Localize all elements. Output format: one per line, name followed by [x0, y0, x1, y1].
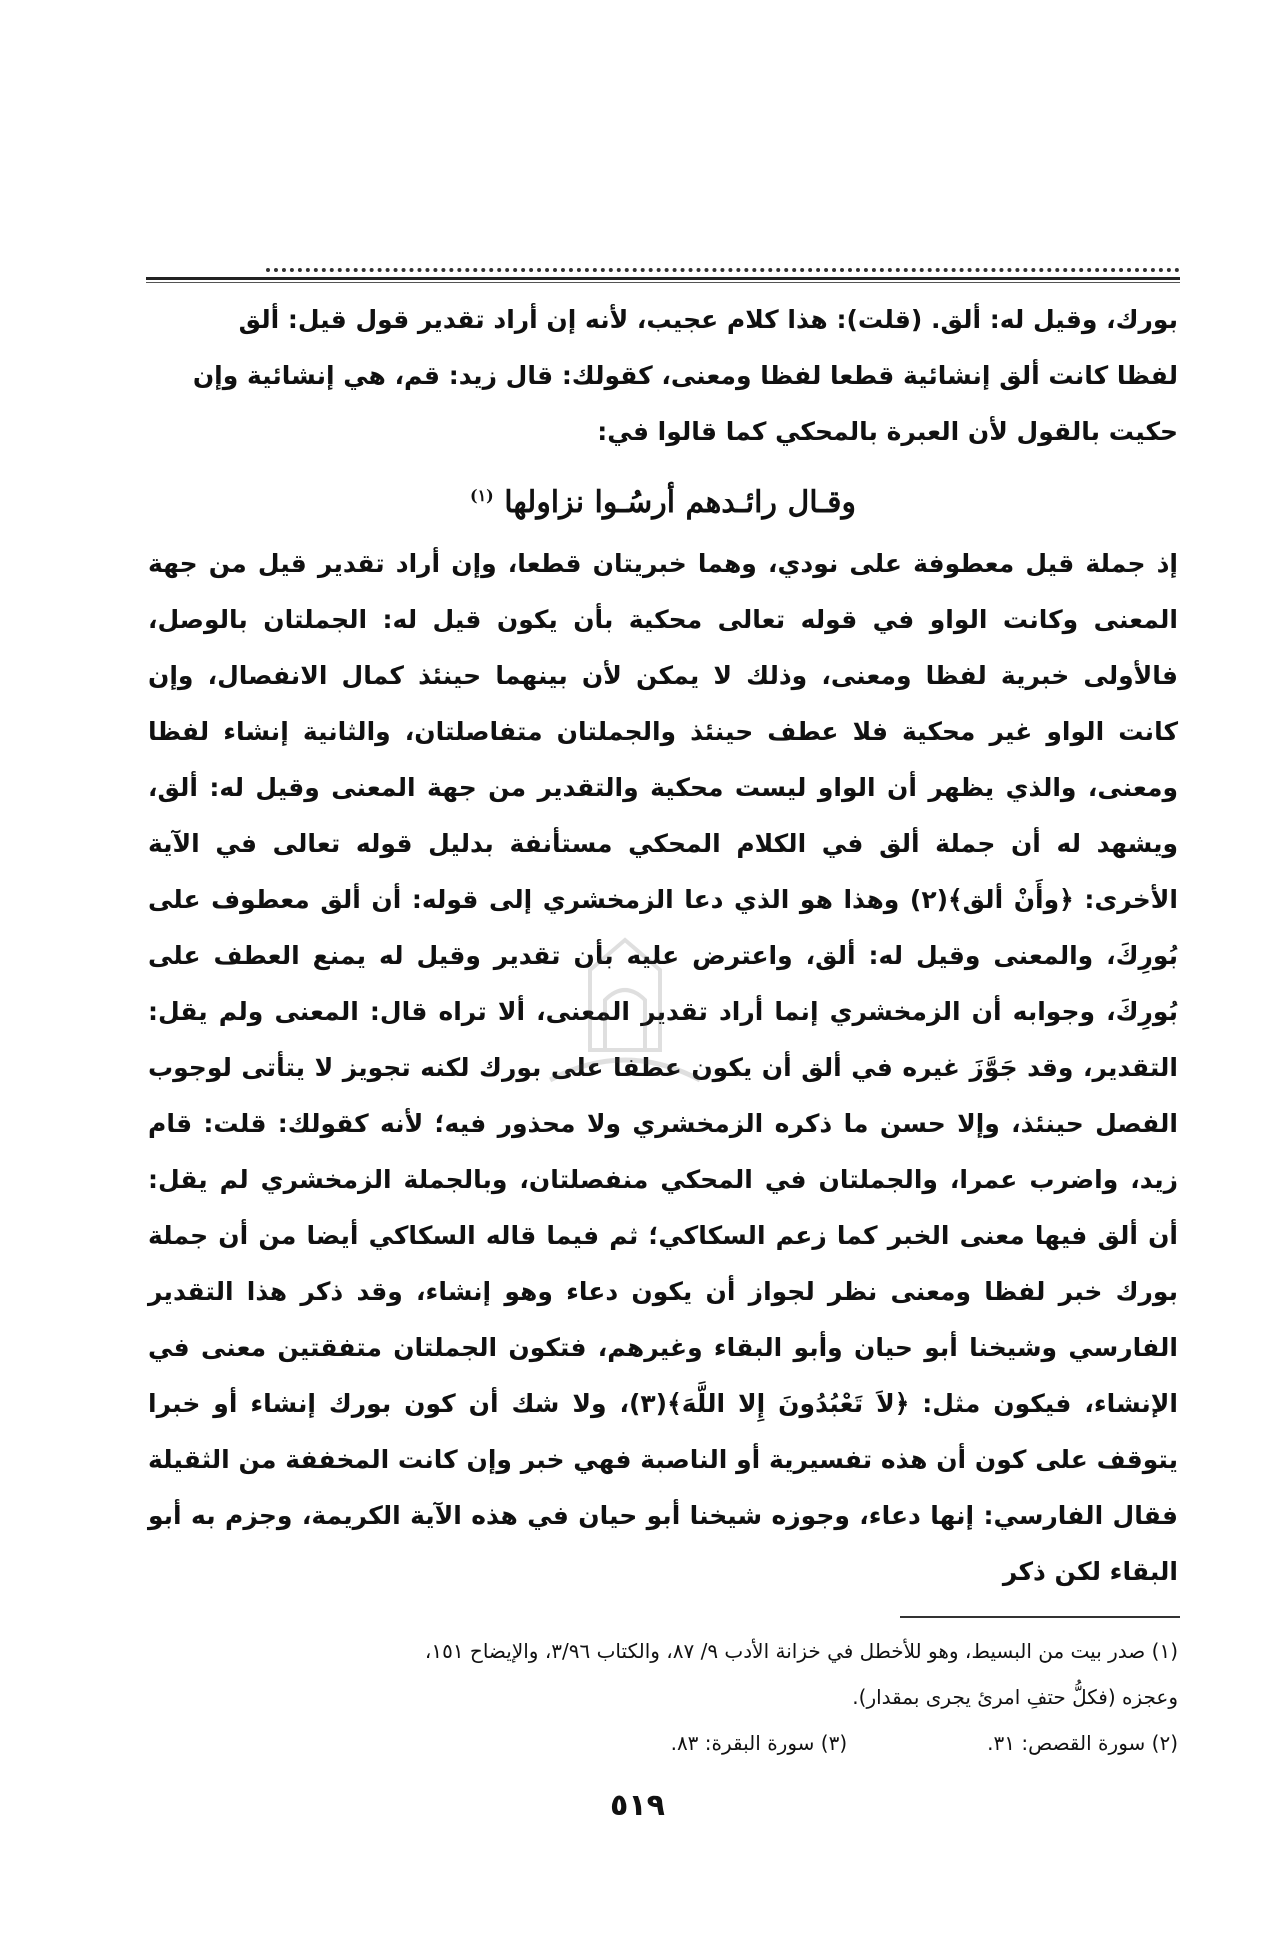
- footnote-3: (٣) سورة البقرة: ٨٣.: [670, 1731, 848, 1755]
- footnotes: [148, 1628, 1178, 1766]
- verse-text: وقـال رائـدهم أرسُـوا نزاولها: [504, 485, 856, 520]
- thin-rule: [146, 282, 1180, 283]
- library-seal-watermark: [520, 930, 730, 1100]
- footnote-2: (٢) سورة القصص: ٣١.: [987, 1731, 1178, 1755]
- footnote-separator: [900, 1616, 1180, 1618]
- header-rule: [146, 268, 1180, 282]
- dotted-rule: [266, 268, 1180, 276]
- footnote-1-continuation: وعجزه (فكلُّ حتفِ امرئ يجرى بمقدار).: [852, 1685, 1178, 1709]
- thick-rule: [146, 277, 1180, 280]
- poetry-verse: [148, 468, 1178, 531]
- body-line-2: لفظا كانت ألق إنشائية قطعا لفظا ومعنى، كقولك: قال زيد: قم، هي إنشائية وإن: [192, 361, 1178, 390]
- body-line-3: حكيت بالقول لأن العبرة بالمحكي كما قالوا في:: [597, 417, 1178, 446]
- page-number: ٥١٩: [610, 1788, 665, 1823]
- main-paragraph: إذ جملة قيل معطوفة على نودي، وهما خبريتان قطعا، وإن أراد تقدير قيل من جهة المعنى وكانت الواو في قوله تعالى محكية بأن يكون قيل له: الجملتان بالوصل، فالأولى خبرية لفظا ومعنى، وذلك لا يمكن لأن بينهما حينئذ كمال الانفصال، وإن كانت الواو غير محكية فلا عطف حينئذ والجملتان متفاصلتان، والثانية إنشاء لفظا ومعنى، والذي يظهر أن الواو ليست محكية والتقدير من جهة المعنى وقيل له: ألق، ويشهد له أن جملة ألق في الكلام المحكي مستأنفة بدليل قوله تعالى في الآية الأخرى: ﴿وأَنْ ألق﴾(٢) وهذا هو الذي دعا الزمخشري إلى قوله: أن ألق معطوف على بُورِكَ، والمعنى وقيل له: ألق، واعترض عليه بأن تقدير وقيل له يمنع العطف على بُورِكَ، وجوابه أن الزمخشري إنما أراد تقدير المعنى، ألا تراه قال: المعنى ولم يقل: التقدير، وقد جَوَّزَ غيره في ألق أن يكون عطفا على بورك لكنه تجويز لا يتأتى لوجوب الفصل حينئذ، وإلا حسن ما ذكره الزمخشري ولا محذور فيه؛ لأنه كقولك: قلت: قام زيد، واضرب عمرا، والجملتان في المحكي منفصلتان، وبالجملة الزمخشري لم يقل: أن ألق فيها معنى الخبر كما زعم السكاكي؛ ثم فيما قاله السكاكي أيضا من أن جملة بورك خبر لفظا ومعنى نظر لجواز أن يكون دعاء وهو إنشاء، وقد ذكر هذا التقدير الفارسي وشيخنا أبو حيان وأبو البقاء وغيرهم، فتكون الجملتان متفقتين معنى في الإنشاء، فيكون مثل: ﴿لاَ تَعْبُدُونَ إِلا اللَّهَ﴾(٣)، ولا شك أن كون بورك إنشاء أو خبرا يتوقف على كون أن هذه تفسيرية أو الناصبة فهي خبر وإن كانت المخففة من الثقيلة فقال الفارسي: إنها دعاء، وجوزه شيخنا أبو حيان في هذه الآية الكريمة، وجزم به أبو البقاء لكن ذكر: [148, 549, 1178, 1586]
- verse-footnote-ref: (١): [470, 486, 494, 505]
- body-line-1: بورك، وقيل له: ألق. (قلت): هذا كلام عجيب، لأنه إن أراد تقدير قول قيل: ألق: [238, 305, 1178, 334]
- footnote-1: (١) صدر بيت من البسيط، وهو للأخطل في خزانة الأدب ٩/ ٨٧، والكتاب ٣/٩٦، والإيضاح ١٥١،: [424, 1639, 1178, 1663]
- footnote-row: [148, 1720, 1178, 1766]
- body-text-top: [148, 292, 1178, 460]
